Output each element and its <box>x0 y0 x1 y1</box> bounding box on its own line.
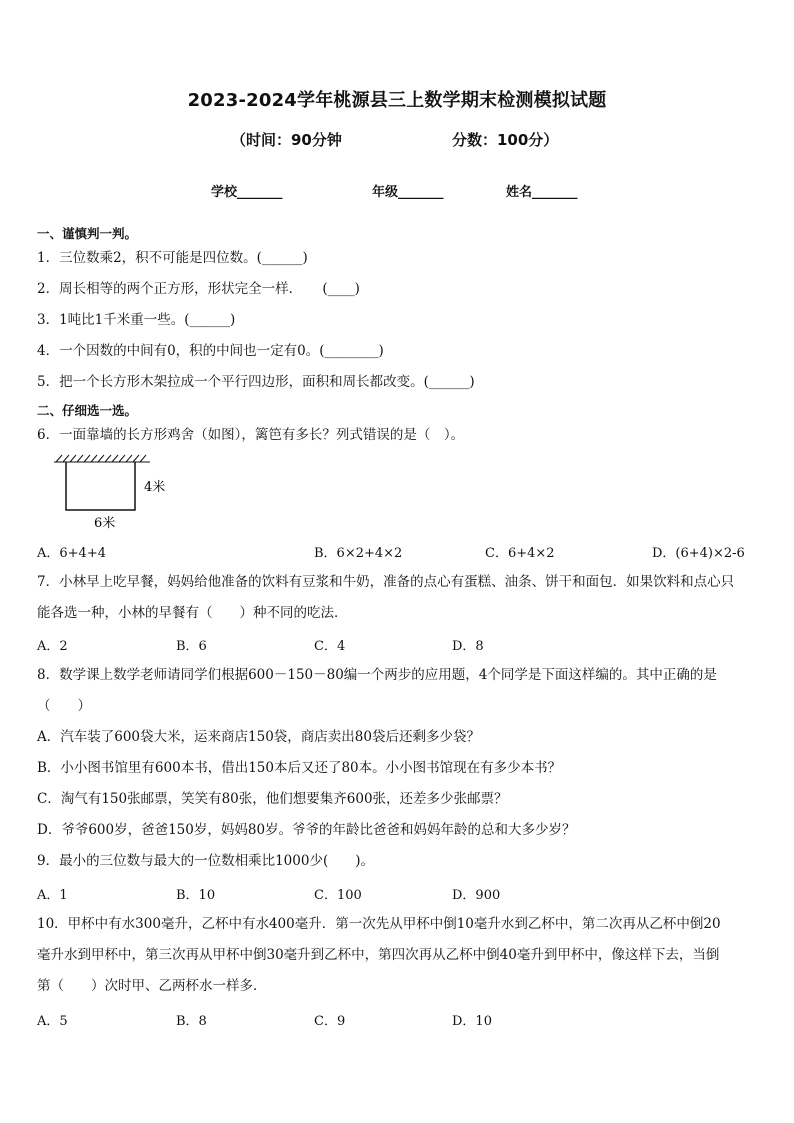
question-5: 5．把一个长方形木架拉成一个平行四边形，面积和周长都改变。(______) <box>37 374 475 390</box>
chicken-coop-figure <box>52 452 182 534</box>
exam-time: （时间：90分钟 <box>231 131 342 149</box>
q9-option-a: A．1 <box>37 888 68 903</box>
grade-field: 年级_______ <box>372 185 444 200</box>
q10-option-b: B．8 <box>176 1014 207 1029</box>
question-10-line3: 第（ ）次时甲、乙两杯水一样多． <box>37 978 267 994</box>
q7-option-c: C．4 <box>314 639 346 654</box>
q9-option-c: C．100 <box>314 888 362 903</box>
q10-option-c: C．9 <box>314 1014 346 1029</box>
question-10-line2: 毫升水到甲杯中，第三次再从甲杯中倒30毫升到乙杯中，第四次再从乙杯中倒40毫升到甲杯中，像这样下去，当倒 <box>37 947 720 963</box>
question-4: 4．一个因数的中间有0，积的中间也一定有0。(________) <box>37 343 384 359</box>
q7-option-d: D．8 <box>452 639 484 654</box>
q7-option-b: B．6 <box>176 639 207 654</box>
question-8-line1: 8．数学课上数学老师请同学们根据600－150－80编一个两步的应用题，4个同学是下面这样编的。其中正确的是 <box>37 667 717 683</box>
q6-option-a: A．6+4+4 <box>37 546 106 561</box>
q8-option-c: C．淘气有150张邮票，笑笑有80张，他们想要集齐600张，还差多少张邮票？ <box>37 791 508 807</box>
q9-option-b: B．10 <box>176 888 216 903</box>
question-1: 1．三位数乘2，积不可能是四位数。(______) <box>37 250 308 266</box>
q8-option-d: D．爷爷600岁，爸爸150岁，妈妈80岁。爷爷的年龄比爸爸和妈妈年龄的总和大多少岁？ <box>37 822 576 838</box>
question-2: 2．周长相等的两个正方形，形状完全一样． (____) <box>37 281 360 297</box>
q6-option-b: B．6×2+4×2 <box>314 546 403 561</box>
question-10-line1: 10．甲杯中有水300毫升，乙杯中有水400毫升．第一次先从甲杯中倒10毫升水到乙杯中，第二次再从乙杯中倒20 <box>37 916 721 932</box>
question-3: 3．1吨比1千米重一些。(______) <box>37 312 236 328</box>
q6-option-c: C．6+4×2 <box>485 546 555 561</box>
width-label: 6米 <box>94 516 116 531</box>
q6-option-d: D．(6+4)×2-6 <box>652 546 745 561</box>
question-6: 6．一面靠墙的长方形鸡舍（如图），篱笆有多长？列式错误的是（ ）。 <box>37 427 465 443</box>
q10-option-d: D．10 <box>452 1014 492 1029</box>
wall-hatching <box>54 455 150 462</box>
section-heading-judge: 一、谨慎判一判。 <box>37 226 138 241</box>
exam-score: 分数：100分） <box>452 131 559 149</box>
q8-option-a: A．汽车装了600袋大米，运来商店150袋，商店卖出80袋后还剩多少袋？ <box>37 729 480 745</box>
school-field: 学校_______ <box>211 185 283 200</box>
question-7-line2: 能各选一种，小林的早餐有（ ）种不同的吃法． <box>37 605 348 621</box>
question-8-line2: （ ） <box>37 698 91 714</box>
q10-option-a: A．5 <box>37 1014 68 1029</box>
q8-option-b: B．小小图书馆里有600本书，借出150本后又还了80本。小小图书馆现在有多少本书？ <box>37 760 562 776</box>
fence-outline <box>66 462 135 510</box>
q9-option-d: D．900 <box>452 888 501 903</box>
q7-option-a: A．2 <box>37 639 68 654</box>
question-9: 9．最小的三位数与最大的一位数相乘比1000少( )。 <box>37 853 374 869</box>
height-label: 4米 <box>144 480 166 495</box>
section-heading-choose: 二、仔细选一选。 <box>37 403 138 418</box>
page-title: 2023-2024学年桃源县三上数学期末检测模拟试题 <box>187 90 607 111</box>
question-7-line1: 7．小林早上吃早餐，妈妈给他准备的饮料有豆浆和牛奶，准备的点心有蛋糕、油条、饼干和面包．如果饮料和点心只 <box>37 574 735 590</box>
name-field: 姓名_______ <box>506 185 578 200</box>
